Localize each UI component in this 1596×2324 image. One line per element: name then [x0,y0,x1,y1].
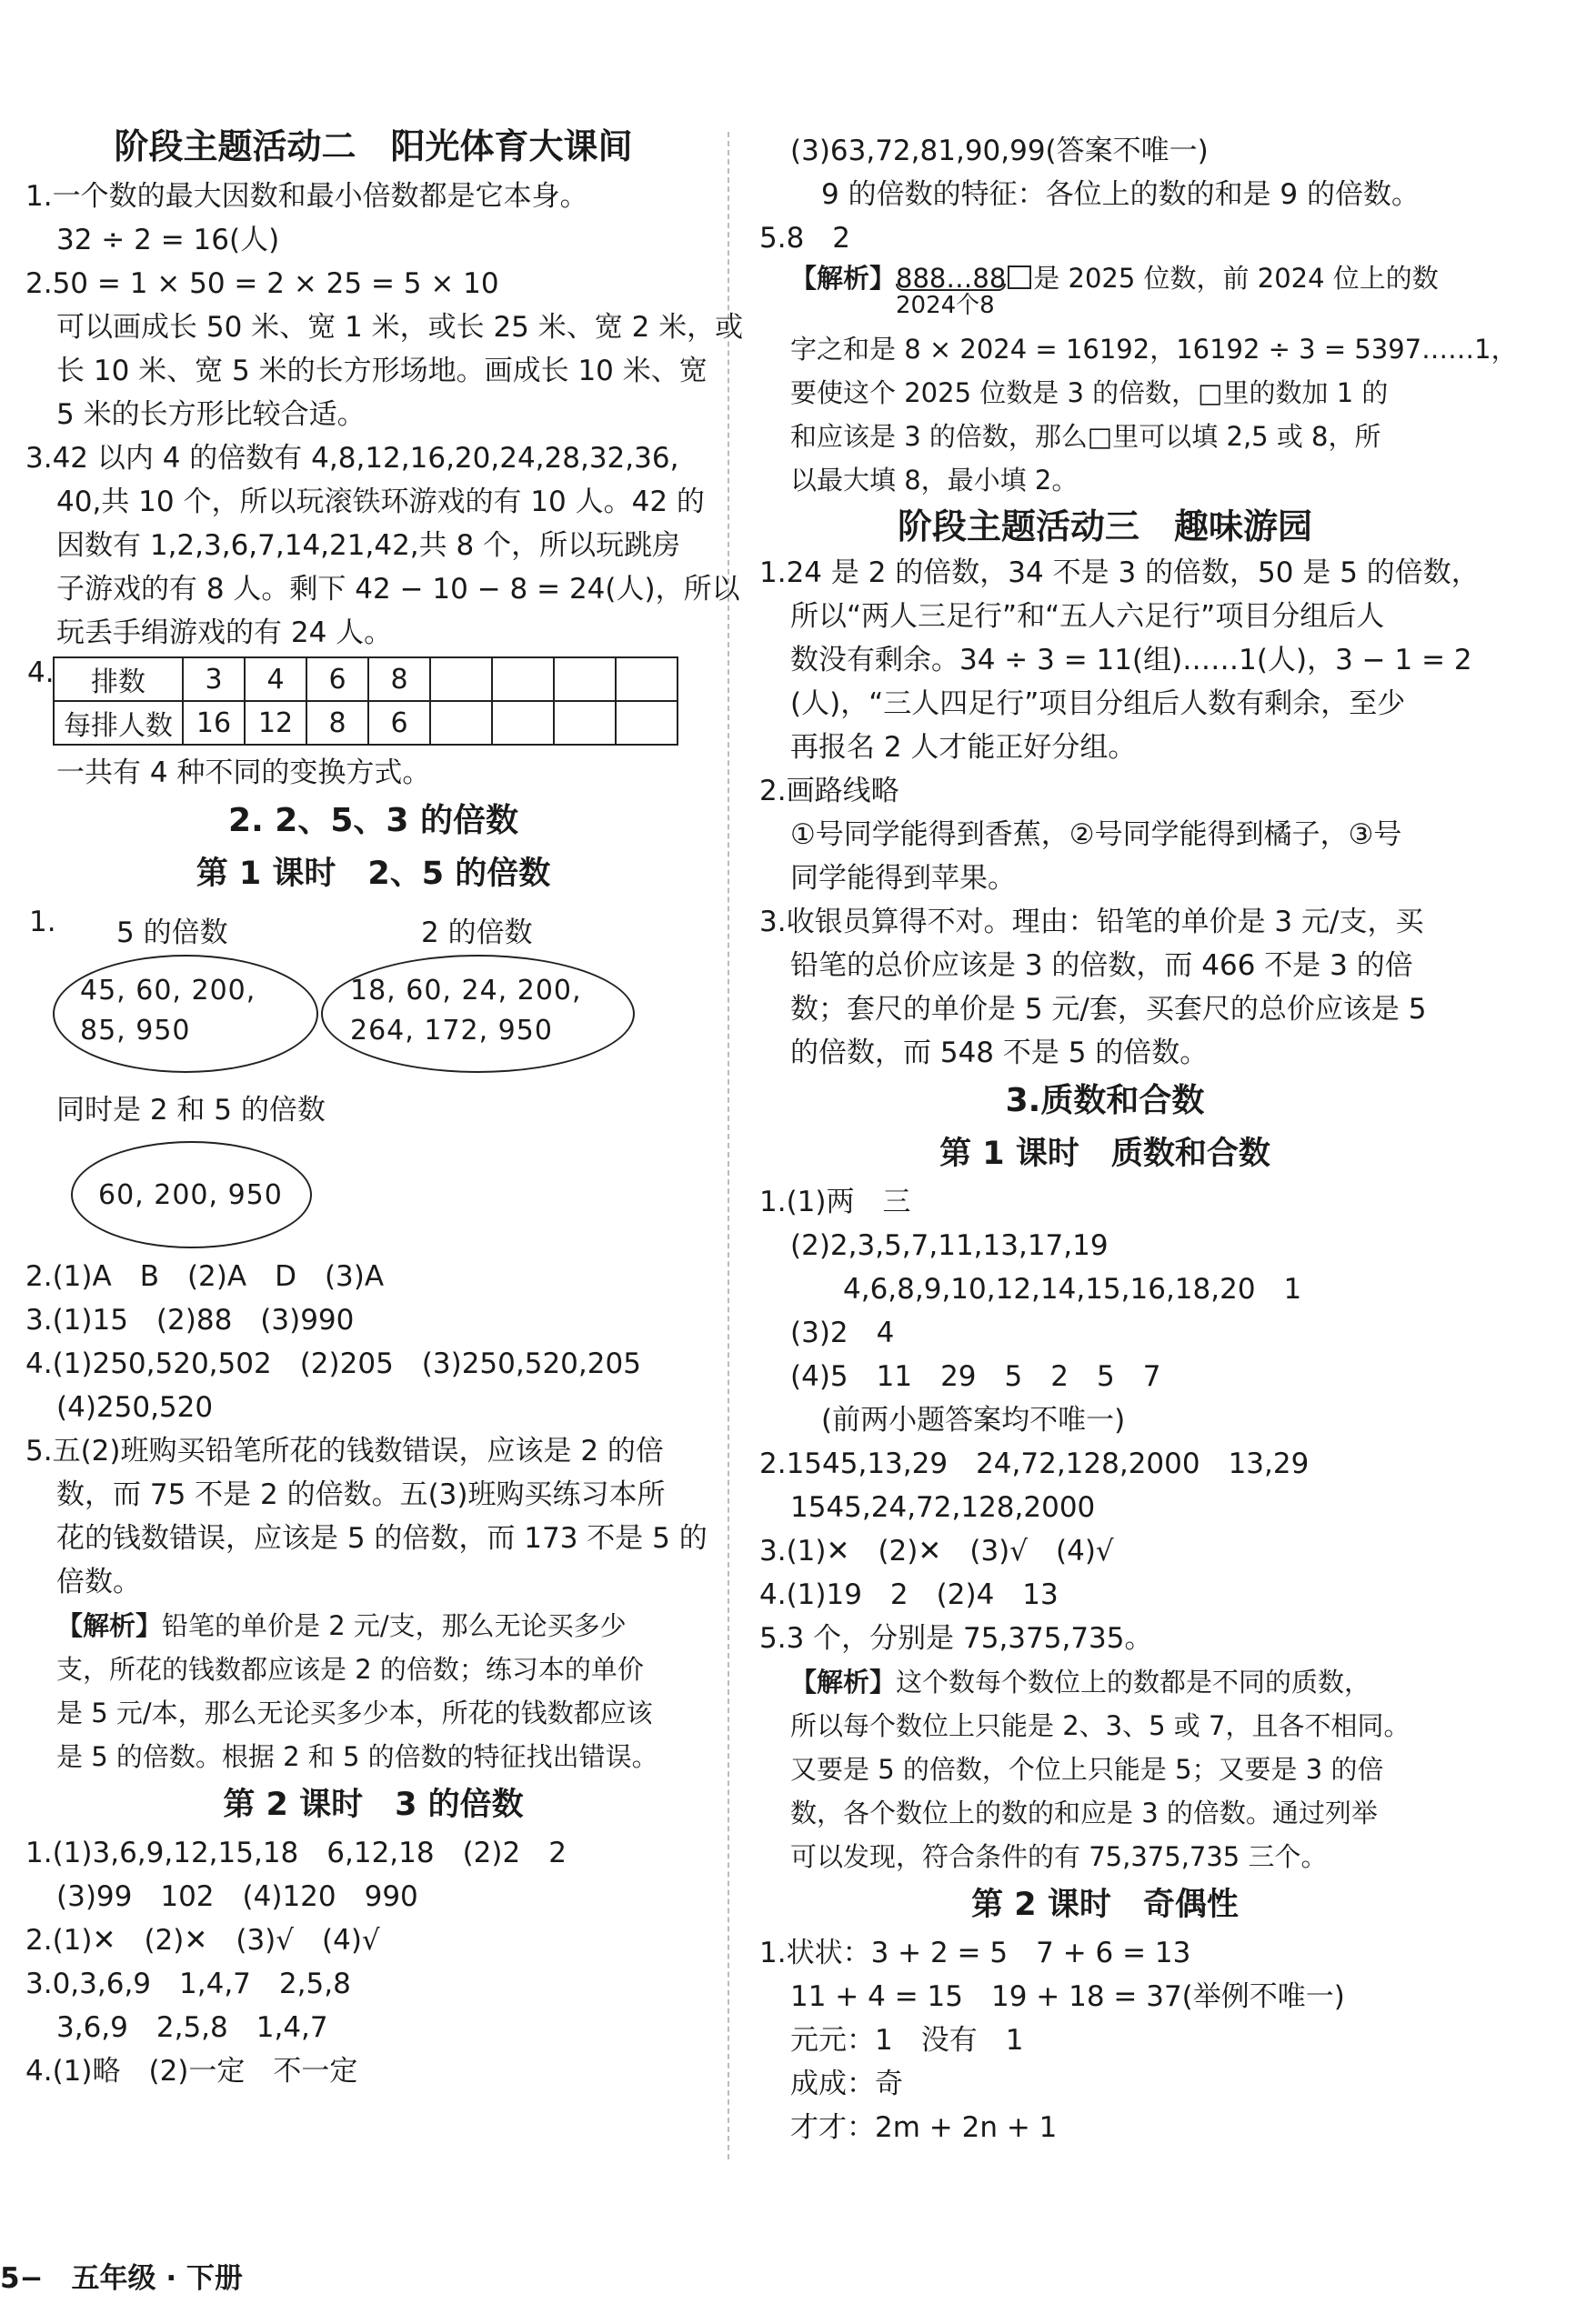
left-column [25,118,744,2093]
a2-q4-number: 4. [27,656,55,689]
arrangement-table [53,656,678,746]
l2-q1-line: (3)99 102 (4)120 990 [56,1880,418,1913]
q5-analysis [759,1660,1450,1704]
table-cell: 16 [183,701,245,745]
a2-q2-line: 5 米的长方形比较合适。 [56,398,366,431]
set-both-ellipse [71,1141,312,1248]
a3-q1-line: 数没有剩余。34 ÷ 3 = 11(组)……1(人)，3 − 1 = 2 [790,644,1472,676]
set-2-line: 264, 172, 950 [350,1015,553,1047]
a3-q3-line: 的倍数，而 548 不是 5 的倍数。 [790,1037,1209,1069]
analysis-line: 和应该是 3 的倍数，那么□里可以填 2,5 或 8，所 [790,421,1381,452]
prev-q5-analysis [759,260,1450,327]
table-row [54,701,678,745]
analysis-label: 【解析】 [790,1667,897,1698]
l1-analysis-line: 是 5 的倍数。根据 2 和 5 的倍数的特征找出错误。 [56,1741,658,1772]
q4: 4.(1)19 2 (2)4 13 [759,1578,1059,1611]
a2-q2-line: 长 10 米、宽 5 米的长方形场地。画成长 10 米、宽 [56,355,708,387]
a3-q2: 2.画路线略 [759,775,899,807]
q1: 1.(1)两 三 [759,1186,911,1218]
a2-q4-tail: 一共有 4 种不同的变换方式。 [56,756,431,789]
a3-q2-line: 同学能得到苹果。 [790,862,1016,895]
q5-analysis-line: 数，各个数位上的数的和应是 3 的倍数。通过列举 [790,1798,1378,1828]
set-2-line: 18, 60, 24, 200, [350,975,582,1007]
label-multiples-of-5: 5 的倍数 [116,917,228,949]
l2-q4: 4.(1)略 (2)一定 不一定 [25,2055,358,2088]
table-cell: 6 [368,701,430,745]
l2-q3-line: 3,6,9 2,5,8 1,4,7 [56,2011,328,2044]
lesson3-2-title: 第 2 课时 奇偶性 [971,1887,1239,1923]
table-cell [616,657,678,701]
right-column [759,129,1518,2149]
l1-q5-line: 倍数。 [56,1566,141,1598]
l1-analysis-line: 支，所花的钱数都应该是 2 的倍数；练习本的单价 [56,1654,644,1685]
l1-q5-line: 数，而 75 不是 2 的倍数。五(3)班购买练习本所 [56,1478,666,1511]
q3: 3.(1)✕ (2)✕ (3)√ (4)√ [759,1535,1114,1568]
a2-q4 [25,656,721,751]
digit-brace [896,260,1007,319]
q2-line: 1545,24,72,128,2000 [790,1491,1096,1524]
q5-analysis-line: 所以每个数位上只能是 2、3、5 或 7，且各不相同。 [790,1710,1410,1741]
lesson2-title: 第 2 课时 3 的倍数 [223,1787,524,1823]
set-both-line: 60, 200, 950 [98,1179,283,1211]
prev-q3-note: 9 的倍数的特征：各位上的数的和是 9 的倍数。 [821,178,1420,211]
a3-q1: 1.24 是 2 的倍数，34 不是 3 的倍数，50 是 5 的倍数， [759,556,1480,589]
a2-q3-line: 40,共 10 个，所以玩滚铁环游戏的有 10 人。42 的 [56,486,705,518]
table-cell: 3 [183,657,245,701]
q5-analysis-line: 可以发现，符合条件的有 75,375,735 三个。 [790,1841,1328,1872]
a3-q1-line: (人)，“三人四足行”项目分组后人数有剩余，至少 [790,687,1406,720]
analysis-text: 铅笔的单价是 2 元/支，那么无论买多少 [162,1610,627,1641]
analysis-label: 【解析】 [790,263,897,294]
a3-q2-line: ①号同学能得到香蕉，②号同学能得到橘子，③号 [790,818,1402,851]
table-cell [430,657,492,701]
o-q1-line: 11 + 4 = 15 19 + 18 = 37(举例不唯一) [790,1980,1345,2013]
analysis-line: 字之和是 8 × 2024 = 16192，16192 ÷ 3 = 5397……1， [790,334,1518,365]
a3-q1-line: 再报名 2 人才能正好分组。 [790,731,1137,764]
table-cell: 4 [245,657,306,701]
a2-q1-calc: 32 ÷ 2 = 16(人) [56,224,280,256]
table-header-per-row: 每排人数 [54,701,183,745]
q1-line: (2)2,3,5,7,11,13,17,19 [790,1229,1109,1262]
section3-title: 3.质数和合数 [1005,1082,1205,1119]
brace-top: 888…88 [896,263,1007,294]
venn-number: 1. [29,906,56,938]
activity3-title: 阶段主题活动三 趣味游园 [897,506,1312,546]
q1-line: 4,6,8,9,10,12,14,15,16,18,20 1 [843,1273,1302,1306]
l2-q3: 3.0,3,6,9 1,4,7 2,5,8 [25,1968,351,2000]
o-q1-line: 成成：奇 [790,2068,903,2100]
brace-bottom: 2024个8 [896,292,995,319]
table-cell [492,657,554,701]
section2-title: 2. 2、5、3 的倍数 [228,802,518,839]
table-cell [616,701,678,745]
venn-diagram [25,900,721,1255]
blank-box [1008,265,1031,289]
l1-q2: 2.(1)A B (2)A D (3)A [25,1260,385,1293]
a2-q3-line: 因数有 1,2,3,6,7,14,21,42,共 8 个，所以玩跳房 [56,529,681,562]
set-5-line: 45, 60, 200, [80,975,256,1007]
a2-q3-line: 子游戏的有 8 人。剩下 42 − 10 − 8 = 24(人)，所以 [56,573,740,606]
column-divider [728,132,729,2159]
analysis-text: 是 2025 位数，前 2024 位上的数 [1033,263,1439,294]
a3-q3-line: 数；套尺的单价是 5 元/套，买套尺的总价应该是 5 [790,993,1427,1026]
a2-q3-line: 玩丢手绢游戏的有 24 人。 [56,616,393,649]
l1-analysis [25,1604,721,1648]
set-5-ellipse [53,955,318,1073]
l1-q3: 3.(1)15 (2)88 (3)990 [25,1304,355,1337]
a3-q3: 3.收银员算得不对。理由：铅笔的单价是 3 元/支，买 [759,906,1424,938]
l1-q5-line: 花的钱数错误，应该是 5 的倍数，而 173 不是 5 的 [56,1522,708,1555]
table-cell [430,701,492,745]
o-q1: 1.状状：3 + 2 = 5 7 + 6 = 13 [759,1937,1191,1969]
table-cell [492,701,554,745]
q1-line: (4)5 11 29 5 2 5 7 [790,1360,1161,1393]
label-multiples-of-2: 2 的倍数 [421,917,533,949]
table-row [54,657,678,701]
o-q1-line: 才才：2m + 2n + 1 [790,2111,1058,2144]
l2-q2: 2.(1)✕ (2)✕ (3)√ (4)√ [25,1924,380,1957]
analysis-text: 这个数每个数位上的数都是不同的质数， [896,1667,1371,1698]
analysis-label: 【解析】 [56,1610,163,1641]
l1-q4-line: (4)250,520 [56,1391,214,1424]
l1-analysis-line: 是 5 元/本，那么无论买多少本，所花的钱数都应该 [56,1698,653,1728]
analysis-line: 要使这个 2025 位数是 3 的倍数，□里的数加 1 的 [790,377,1389,408]
a2-q2: 2.50 = 1 × 50 = 2 × 25 = 5 × 10 [25,267,499,300]
l2-q1: 1.(1)3,6,9,12,15,18 6,12,18 (2)2 2 [25,1837,567,1869]
analysis-line: 以最大填 8，最小填 2。 [790,465,1079,496]
l1-q5: 5.五(2)班购买铅笔所花的钱数错误，应该是 2 的倍 [25,1435,664,1468]
label-both-multiples: 同时是 2 和 5 的倍数 [56,1094,326,1127]
set-5-line: 85, 950 [80,1015,191,1047]
a3-q1-line: 所以“两人三足行”和“五人六足行”项目分组后人 [790,600,1385,633]
lesson1-title: 第 1 课时 2、5 的倍数 [196,856,551,892]
a2-q2-line: 可以画成长 50 米、宽 1 米，或长 25 米、宽 2 米，或 [56,311,744,344]
table-cell: 8 [306,701,368,745]
lesson3-1-title: 第 1 课时 质数和合数 [939,1136,1270,1172]
q2: 2.1545,13,29 24,72,128,2000 13,29 [759,1447,1310,1480]
table-cell: 6 [306,657,368,701]
q5-analysis-line: 又要是 5 的倍数，个位上只能是 5；又要是 3 的倍 [790,1754,1384,1785]
a3-q3-line: 铅笔的总价应该是 3 的倍数，而 466 不是 3 的倍 [790,949,1413,982]
a2-q1: 1.一个数的最大因数和最小倍数都是它本身。 [25,180,588,213]
q1-note: (前两小题答案均不唯一) [821,1404,1126,1437]
prev-q3-answer: (3)63,72,81,90,99(答案不唯一) [790,135,1209,167]
table-cell [554,701,616,745]
set-2-ellipse [321,955,635,1073]
table-cell: 12 [245,701,306,745]
q5: 5.3 个，分别是 75,375,735。 [759,1622,1153,1655]
table-cell: 8 [368,657,430,701]
l1-q4: 4.(1)250,520,502 (2)205 (3)250,520,205 [25,1347,641,1380]
a2-q3: 3.42 以内 4 的倍数有 4,8,12,16,20,24,28,32,36, [25,442,679,475]
table-header-rows: 排数 [54,657,183,701]
q1-line: (3)2 4 [790,1317,895,1349]
activity2-title: 阶段主题活动二 阳光体育大课间 [114,126,633,166]
page-footer: 5− 五年级 · 下册 [0,2262,243,2295]
table-cell [554,657,616,701]
o-q1-line: 元元：1 没有 1 [790,2024,1024,2057]
prev-q5: 5.8 2 [759,222,851,255]
